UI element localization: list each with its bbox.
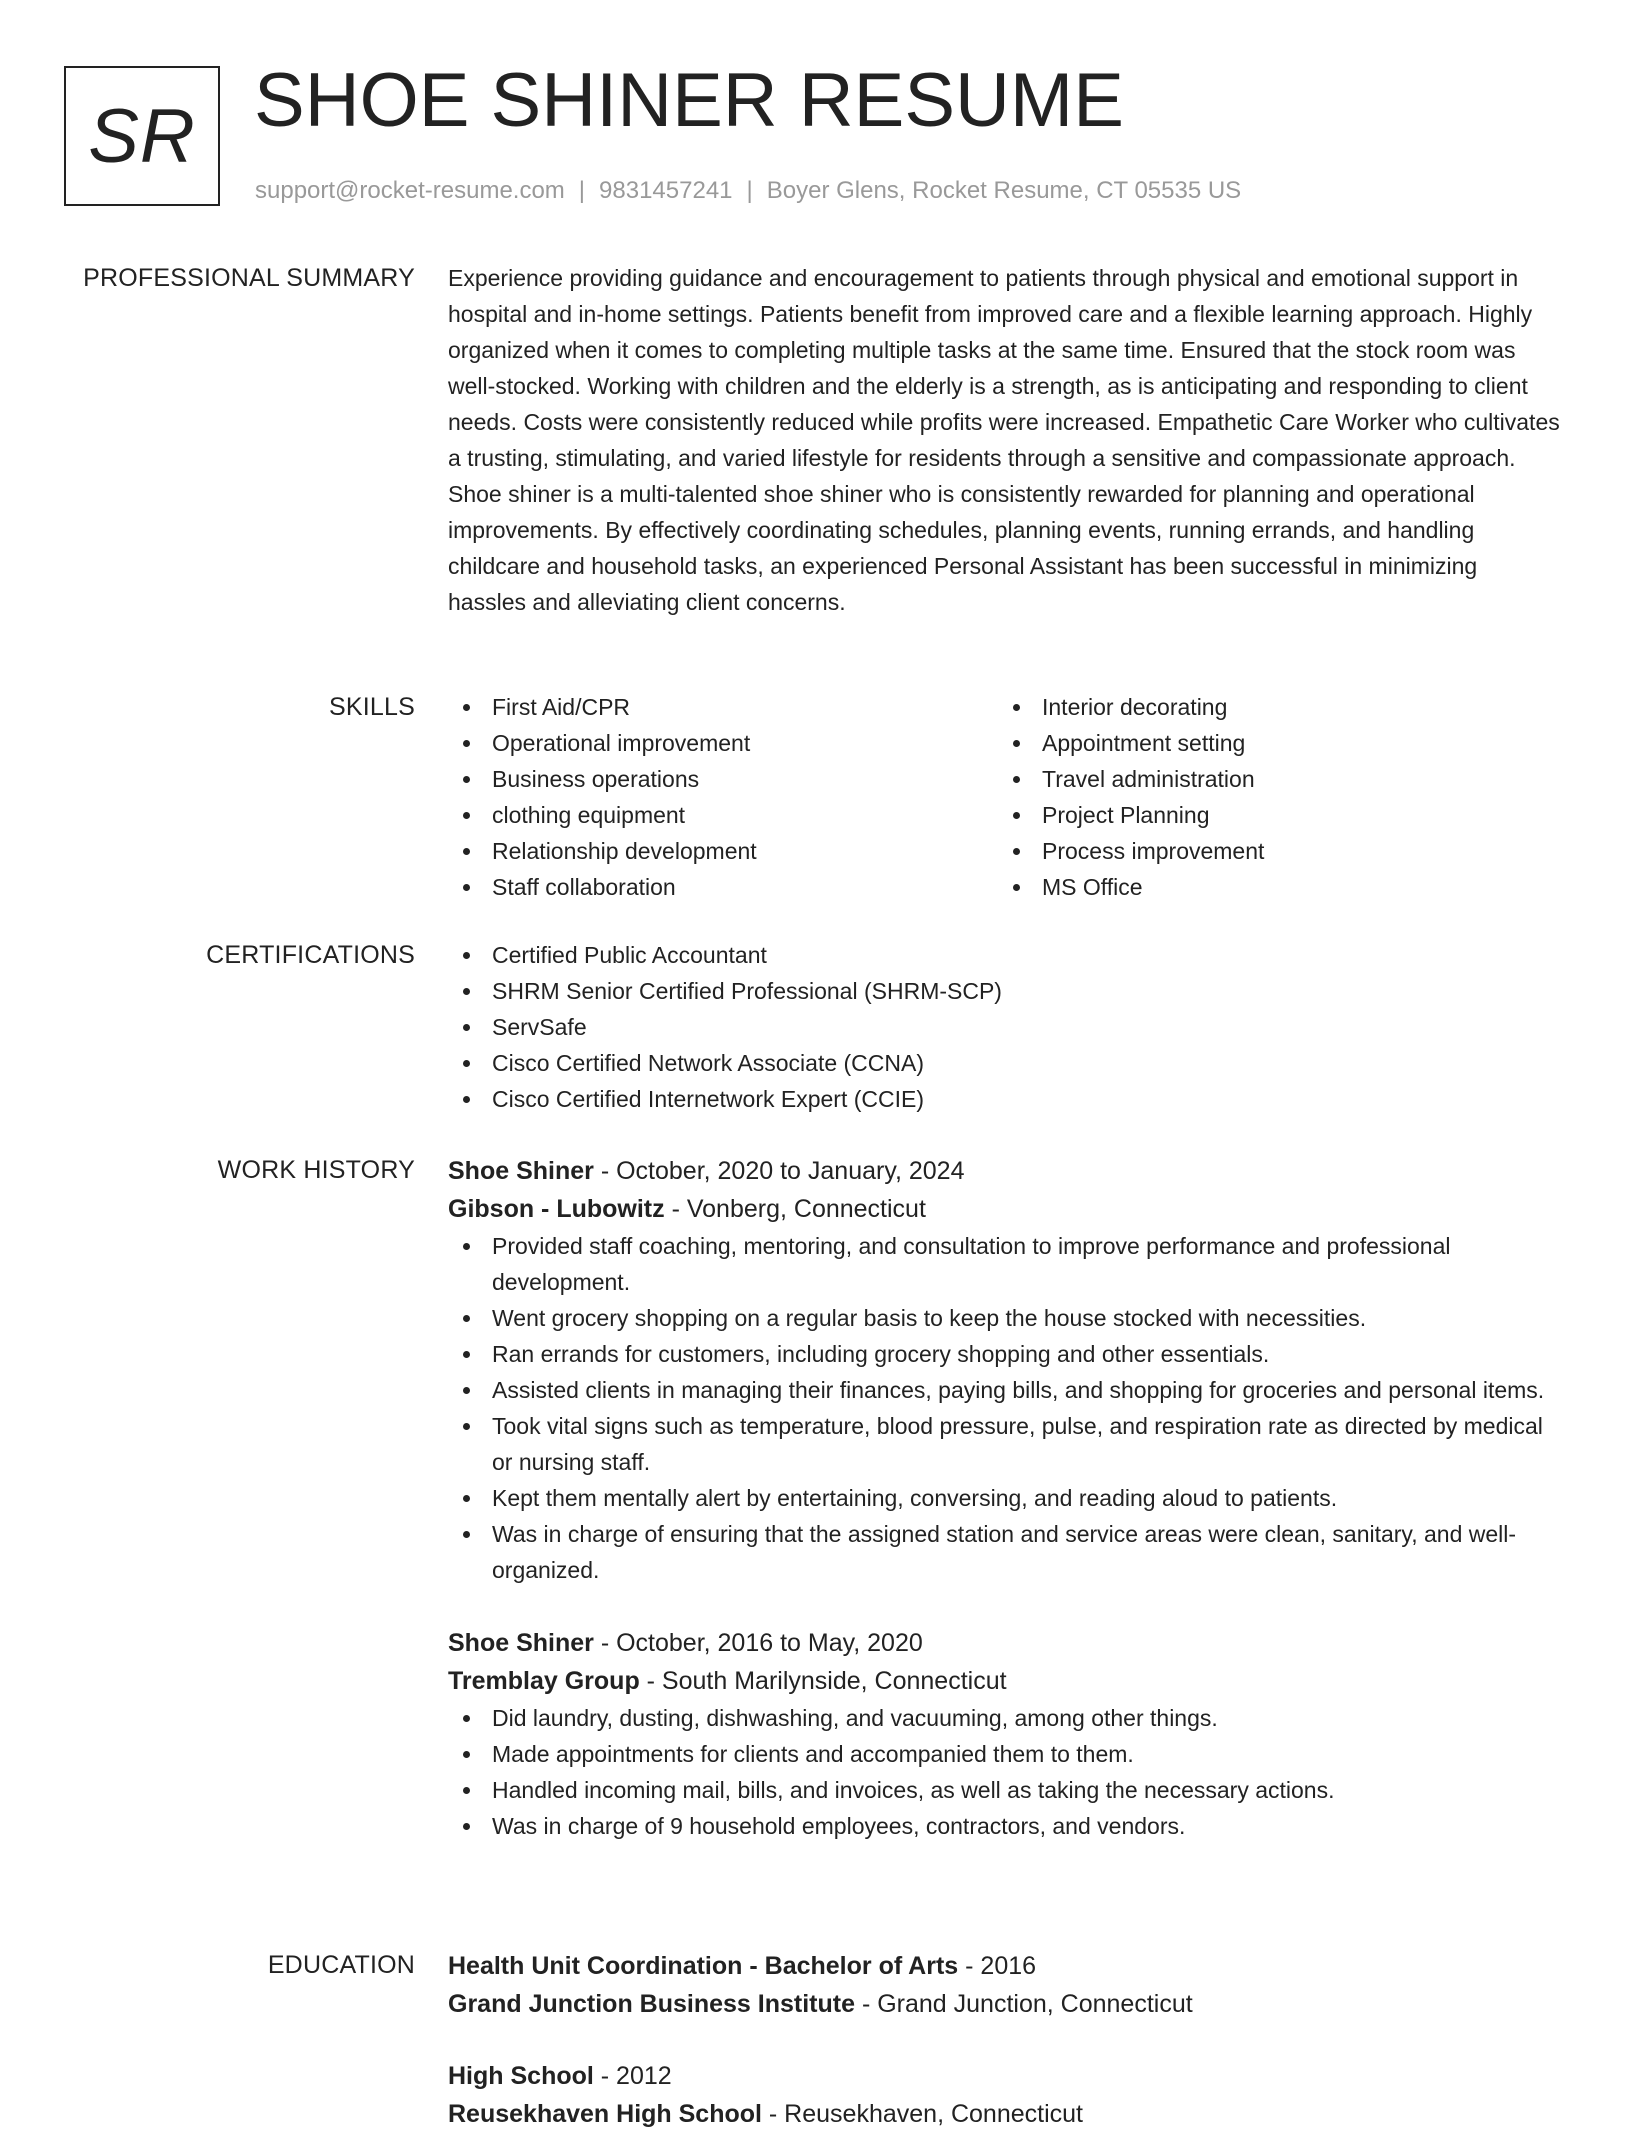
bullet-dot (463, 1024, 470, 1031)
skill-item (998, 869, 1548, 905)
contact-line (255, 174, 1241, 208)
bullet-dot (463, 952, 470, 959)
skill-item (998, 761, 1548, 797)
skill-label: Staff collaboration (492, 874, 676, 900)
certification-item (448, 973, 1560, 1009)
skill-label: Appointment setting (1042, 730, 1246, 756)
bullet-dot (463, 1387, 470, 1394)
job-duty (448, 1300, 1560, 1336)
job-duty-text: Took vital signs such as temperature, blood pressure, pulse, and respiration rate as directed by medical or nursing staff. (492, 1413, 1543, 1475)
bullet-dot (463, 1243, 470, 1250)
monogram-logo (64, 66, 220, 206)
job-duty-text: Handled incoming mail, bills, and invoices, as well as taking the necessary actions. (492, 1777, 1335, 1803)
certification-label: Cisco Certified Internetwork Expert (CCIE) (492, 1086, 925, 1112)
job-entry (448, 1624, 1560, 1844)
skill-label: MS Office (1042, 874, 1143, 900)
skill-item (998, 833, 1548, 869)
work-history-body (448, 1152, 1560, 1844)
job-title-line (448, 1152, 1560, 1190)
skill-label: First Aid/CPR (492, 694, 631, 720)
contact-separator: | (746, 177, 753, 204)
skills-heading: SKILLS (329, 693, 415, 721)
monogram-initials: SR (88, 93, 196, 179)
job-duty (448, 1408, 1560, 1480)
job-duty-text: Provided staff coaching, mentoring, and consultation to improve performance and professional development. (492, 1233, 1451, 1295)
job-duty-text: Made appointments for clients and accompanied them to them. (492, 1741, 1134, 1767)
job-company: Gibson - Lubowitz (448, 1195, 665, 1223)
bullet-dot (463, 740, 470, 747)
contact-email: support@rocket-resume.com (255, 177, 565, 204)
education-school-line (448, 1985, 1560, 2023)
job-duty (448, 1372, 1560, 1408)
job-duty (448, 1772, 1560, 1808)
job-duty-text: Was in charge of 9 household employees, contractors, and vendors. (492, 1813, 1186, 1839)
education-location: - Reusekhaven, Connecticut (761, 2100, 1083, 2128)
education-degree-line (448, 2057, 1560, 2095)
job-duty-text: Was in charge of ensuring that the assigned station and service areas were clean, sanitary, and well-organized. (492, 1521, 1517, 1583)
job-entry (448, 1152, 1560, 1588)
summary-text: Experience providing guidance and encouragement to patients through physical and emotional support in hospital and in-home settings. Patients benefit from improved care and a flexible learning approach. Highly organized when it comes to completing multiple tasks at the same time. Ensured that the stock room was well-stocked. Working with children and the elderly is a strength, as is anticipating and responding to client needs. Costs were consistently reduced while profits were increased. Empathetic Care Worker who cultivates a trusting, stimulating, and varied lifestyle for residents through a sensitive and compassionate approach. Shoe shiner is a multi-talented shoe shiner who is consistently rewarded for planning and operational improvements. By effectively coordinating schedules, planning events, running errands, and handling childcare and household tasks, an experienced Personal Assistant has been successful in minimizing hassles and alleviating client concerns. (448, 265, 1560, 615)
contact-separator: | (578, 177, 586, 204)
contact-phone: 9831457241 (599, 177, 733, 204)
bullet-dot (463, 776, 470, 783)
skill-item (448, 797, 998, 833)
job-company-line (448, 1190, 1560, 1228)
job-duty-text: Ran errands for customers, including grocery shopping and other essentials. (492, 1341, 1270, 1367)
skill-label: Interior decorating (1042, 694, 1228, 720)
bullet-dot (1013, 704, 1020, 711)
education-year: - 2016 (958, 1952, 1037, 1980)
job-location: - Vonberg, Connecticut (664, 1195, 926, 1223)
certification-item (448, 937, 1560, 973)
job-duty (448, 1228, 1560, 1300)
skill-label: Process improvement (1042, 838, 1265, 864)
certifications-body (448, 937, 1560, 1117)
certification-item (448, 1045, 1560, 1081)
bullet-dot (463, 1495, 470, 1502)
skill-item (998, 797, 1548, 833)
job-duty-text: Kept them mentally alert by entertaining, conversing, and reading aloud to patients. (492, 1485, 1338, 1511)
skills-list-right (998, 689, 1548, 905)
contact-address: Boyer Glens, Rocket Resume, CT 05535 US (766, 177, 1242, 204)
skill-item (448, 833, 998, 869)
job-company: Tremblay Group (448, 1667, 640, 1695)
education-heading: EDUCATION (267, 1951, 415, 1979)
bullet-dot (463, 1351, 470, 1358)
certifications-heading: CERTIFICATIONS (206, 941, 415, 969)
education-degree: Health Unit Coordination - Bachelor of Arts (448, 1952, 959, 1980)
summary-body (448, 260, 1560, 620)
education-year: - 2012 (593, 2062, 672, 2090)
bullet-dot (463, 1096, 470, 1103)
bullet-dot (463, 1315, 470, 1322)
skill-label: Business operations (492, 766, 700, 792)
certification-label: ServSafe (492, 1014, 587, 1040)
job-duties-list (448, 1228, 1560, 1588)
job-duty (448, 1808, 1560, 1844)
skills-list-left (448, 689, 998, 905)
bullet-dot (463, 848, 470, 855)
certification-label: Cisco Certified Network Associate (CCNA) (492, 1050, 925, 1076)
job-duty (448, 1480, 1560, 1516)
bullet-dot (463, 1715, 470, 1722)
bullet-dot (463, 1751, 470, 1758)
bullet-dot (1013, 740, 1020, 747)
education-school: Grand Junction Business Institute (448, 1990, 855, 2018)
bullet-dot (1013, 776, 1020, 783)
skill-item (448, 725, 998, 761)
skill-label: Project Planning (1042, 802, 1210, 828)
skill-item (448, 761, 998, 797)
bullet-dot (1013, 848, 1020, 855)
certification-item (448, 1009, 1560, 1045)
job-role: Shoe Shiner (448, 1157, 594, 1185)
education-degree: High School (448, 2062, 594, 2090)
job-duty-text: Went grocery shopping on a regular basis to keep the house stocked with necessities. (492, 1305, 1367, 1331)
job-duty (448, 1736, 1560, 1772)
bullet-dot (1013, 812, 1020, 819)
skill-item (998, 689, 1548, 725)
skills-grid (448, 689, 1560, 905)
education-location: - Grand Junction, Connecticut (855, 1990, 1193, 2018)
bullet-dot (463, 1787, 470, 1794)
education-degree-line (448, 1947, 1560, 1985)
bullet-dot (463, 1060, 470, 1067)
skill-label: clothing equipment (492, 802, 686, 828)
job-title-line (448, 1624, 1560, 1662)
education-entry (448, 1947, 1560, 2023)
job-duty (448, 1516, 1560, 1588)
skill-item (448, 689, 998, 725)
resume-title: SHOE SHINER RESUME (254, 58, 1124, 143)
job-duties-list (448, 1700, 1560, 1844)
certification-item (448, 1081, 1560, 1117)
bullet-dot (1013, 884, 1020, 891)
skill-label: Travel administration (1042, 766, 1255, 792)
bullet-dot (463, 988, 470, 995)
job-company-line (448, 1662, 1560, 1700)
work-history-heading: WORK HISTORY (217, 1156, 415, 1184)
bullet-dot (463, 704, 470, 711)
job-duty (448, 1336, 1560, 1372)
summary-heading: PROFESSIONAL SUMMARY (83, 264, 415, 292)
job-dates: - October, 2020 to January, 2024 (593, 1157, 965, 1185)
job-role: Shoe Shiner (448, 1629, 594, 1657)
job-duty-text: Assisted clients in managing their finances, paying bills, and shopping for groceries and personal items. (492, 1377, 1545, 1403)
job-location: - South Marilynside, Connecticut (639, 1667, 1007, 1695)
job-dates: - October, 2016 to May, 2020 (593, 1629, 923, 1657)
bullet-dot (463, 1531, 470, 1538)
certification-label: SHRM Senior Certified Professional (SHRM-SCP) (492, 978, 1002, 1004)
skill-item (448, 869, 998, 905)
skill-label: Relationship development (492, 838, 757, 864)
bullet-dot (463, 812, 470, 819)
skill-item (998, 725, 1548, 761)
skill-label: Operational improvement (492, 730, 751, 756)
bullet-dot (463, 1423, 470, 1430)
skills-body (448, 689, 1560, 905)
education-entry (448, 2057, 1560, 2133)
job-duty-text: Did laundry, dusting, dishwashing, and vacuuming, among other things. (492, 1705, 1218, 1731)
job-duty (448, 1700, 1560, 1736)
certifications-list (448, 937, 1560, 1117)
bullet-dot (463, 1823, 470, 1830)
certification-label: Certified Public Accountant (492, 942, 767, 968)
education-body (448, 1947, 1560, 2133)
bullet-dot (463, 884, 470, 891)
education-school-line (448, 2095, 1560, 2133)
education-school: Reusekhaven High School (448, 2100, 762, 2128)
